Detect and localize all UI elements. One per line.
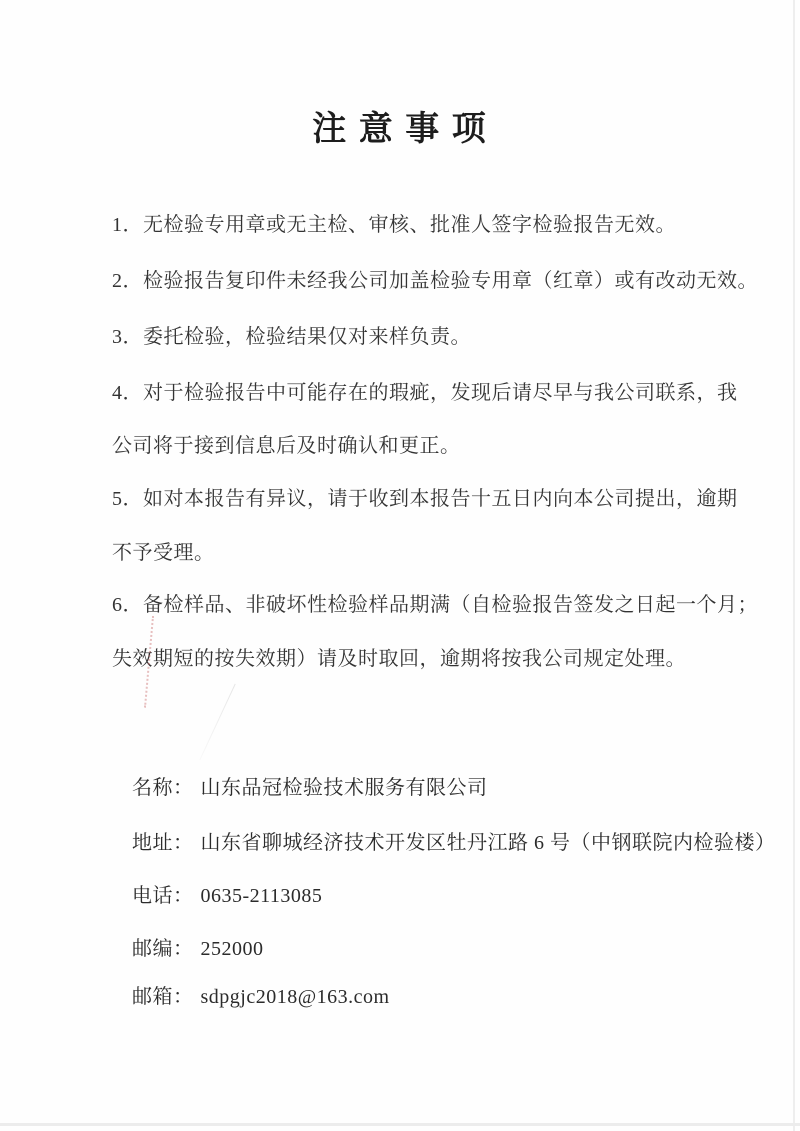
contact-address-value: 山东省聊城经济技术开发区牡丹江路 6 号（中钢联院内检验楼） [200, 832, 776, 854]
contact-email-value: sdpgjc2018@163.com [200, 986, 390, 1008]
contact-email-label: 邮箱： [132, 986, 194, 1008]
contact-phone-label: 电话： [132, 885, 194, 907]
note-item-1: 1．无检验专用章或无主检、审核、批准人签字检验报告无效。 [112, 214, 676, 236]
contact-row-email [110, 961, 390, 1033]
note-item-6-line-2: 失效期短的按失效期）请及时取回，逾期将按我公司规定处理。 [112, 648, 686, 670]
note-item-5-line-1: 5．如对本报告有异议，请于收到本报告十五日内向本公司提出，逾期 [112, 488, 738, 510]
contact-name-value: 山东品冠检验技术服务有限公司 [200, 777, 488, 799]
contact-name-label: 名称： [132, 777, 194, 799]
contact-postcode-value: 252000 [200, 938, 264, 960]
note-item-3: 3．委托检验，检验结果仅对来样负责。 [112, 326, 471, 348]
note-item-4-line-1: 4．对于检验报告中可能存在的瑕疵，发现后请尽早与我公司联系，我 [112, 382, 738, 404]
note-item-2: 2．检验报告复印件未经我公司加盖检验专用章（红章）或有改动无效。 [112, 270, 758, 292]
contact-phone-value: 0635-2113085 [200, 885, 323, 907]
note-item-6-line-1: 6．备检样品、非破坏性检验样品期满（自检验报告签发之日起一个月； [112, 594, 758, 616]
contact-address-label: 地址： [132, 832, 194, 854]
page-title: 注 意 事 项 [312, 111, 488, 148]
contact-postcode-label: 邮编： [132, 938, 194, 960]
scan-edge-right [793, 0, 795, 1131]
note-item-4-line-2: 公司将于接到信息后及时确认和更正。 [112, 435, 461, 457]
note-item-5-line-2: 不予受理。 [112, 542, 215, 564]
scan-edge-bottom [0, 1123, 800, 1126]
scratch-artifact [199, 684, 235, 761]
